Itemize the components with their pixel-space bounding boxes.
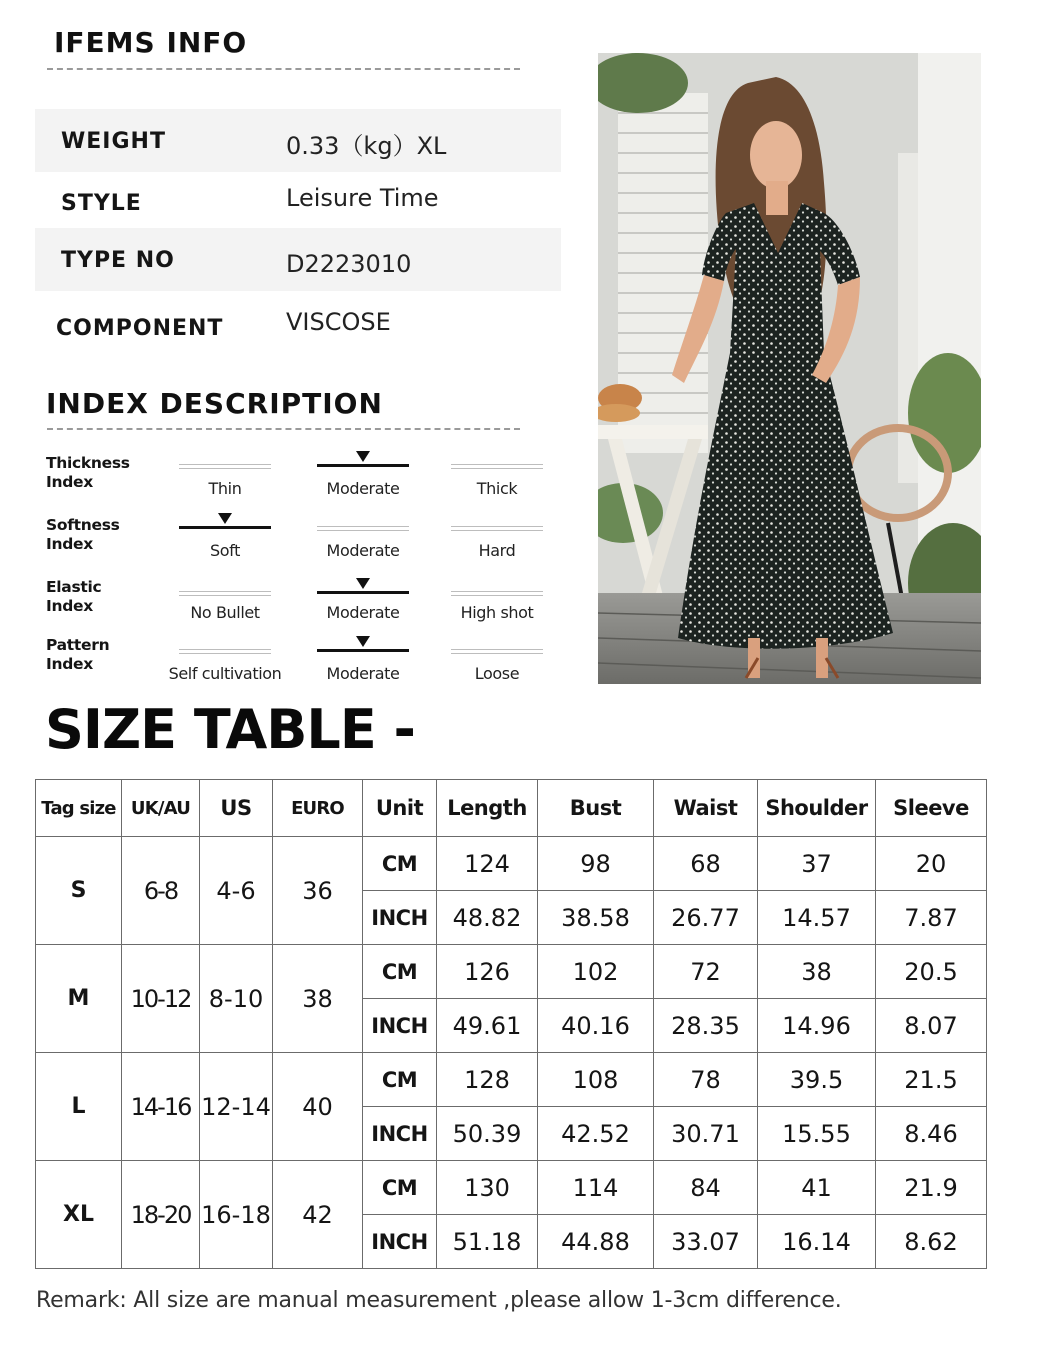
items-info-divider xyxy=(47,68,520,70)
thickness-index-bar-2 xyxy=(317,464,409,467)
bust-inch-cell: 42.52 xyxy=(538,1107,654,1161)
info-label: STYLE xyxy=(61,191,142,216)
softness-index-label: Softness Index xyxy=(46,516,120,553)
table-row xyxy=(36,1161,987,1215)
softness-index-option: Soft xyxy=(210,541,240,560)
sleeve-inch-cell: 8.46 xyxy=(876,1107,987,1161)
tag-size-cell: L xyxy=(36,1053,122,1161)
us-cell: 16-18 xyxy=(200,1161,273,1269)
waist-cm-cell: 72 xyxy=(654,945,758,999)
length-cm-cell: 130 xyxy=(437,1161,538,1215)
index-description-divider xyxy=(47,428,520,430)
size-table-header-row xyxy=(36,780,987,837)
bust-inch-cell: 40.16 xyxy=(538,999,654,1053)
length-cm-cell: 126 xyxy=(437,945,538,999)
us-cell: 8-10 xyxy=(200,945,273,1053)
shoulder-inch-cell: 15.55 xyxy=(758,1107,876,1161)
softness-index-bar-2 xyxy=(317,526,409,531)
thickness-index-label: Thickness Index xyxy=(46,454,130,491)
selected-arrow-icon xyxy=(356,636,370,647)
info-row-component xyxy=(35,293,561,356)
unit-cell: CM xyxy=(363,1053,437,1107)
header-us: US xyxy=(200,780,273,837)
thickness-index-option: Moderate xyxy=(326,479,400,498)
elastic-index-option: Moderate xyxy=(326,603,400,622)
length-inch-cell: 50.39 xyxy=(437,1107,538,1161)
info-label: TYPE NO xyxy=(61,248,175,273)
shoulder-cm-cell: 41 xyxy=(758,1161,876,1215)
length-inch-cell: 48.82 xyxy=(437,891,538,945)
bust-inch-cell: 38.58 xyxy=(538,891,654,945)
header-tag-size: Tag size xyxy=(36,780,122,837)
softness-index-bar-1 xyxy=(179,526,271,529)
unit-cell: CM xyxy=(363,945,437,999)
uk-au-cell: 18-20 xyxy=(122,1161,200,1269)
waist-inch-cell: 30.71 xyxy=(654,1107,758,1161)
euro-cell: 42 xyxy=(273,1161,363,1269)
waist-cm-cell: 84 xyxy=(654,1161,758,1215)
bust-cm-cell: 114 xyxy=(538,1161,654,1215)
us-cell: 12-14 xyxy=(200,1053,273,1161)
pattern-index-option: Self cultivation xyxy=(168,664,282,683)
uk-au-cell: 10-12 xyxy=(122,945,200,1053)
waist-cm-cell: 78 xyxy=(654,1053,758,1107)
pattern-index-option: Moderate xyxy=(326,664,400,683)
info-value: VISCOSE xyxy=(286,308,391,336)
header-euro: EURO xyxy=(273,780,363,837)
length-inch-cell: 51.18 xyxy=(437,1215,538,1269)
sleeve-cm-cell: 20 xyxy=(876,837,987,891)
bust-cm-cell: 98 xyxy=(538,837,654,891)
unit-cell: INCH xyxy=(363,1215,437,1269)
header-waist: Waist xyxy=(654,780,758,837)
thickness-index-option: Thick xyxy=(476,479,518,498)
shoulder-inch-cell: 16.14 xyxy=(758,1215,876,1269)
model-wearing-dress-photo-icon xyxy=(598,53,981,684)
tag-size-cell: S xyxy=(36,837,122,945)
elastic-index-label: Elastic Index xyxy=(46,578,102,615)
table-row xyxy=(36,837,987,891)
elastic-index-bar-3 xyxy=(451,591,543,596)
tag-size-cell: M xyxy=(36,945,122,1053)
items-info-title: IFEMS INFO xyxy=(54,26,248,59)
length-cm-cell: 124 xyxy=(437,837,538,891)
length-inch-cell: 49.61 xyxy=(437,999,538,1053)
info-value: D2223010 xyxy=(286,250,412,278)
pattern-index-label: Pattern Index xyxy=(46,636,110,673)
sleeve-cm-cell: 20.5 xyxy=(876,945,987,999)
info-label: COMPONENT xyxy=(56,316,224,341)
waist-inch-cell: 33.07 xyxy=(654,1215,758,1269)
info-value: 0.33（kg）XL xyxy=(286,132,447,160)
shoulder-cm-cell: 37 xyxy=(758,837,876,891)
softness-index-bar-3 xyxy=(451,526,543,531)
softness-index-option: Moderate xyxy=(326,541,400,560)
unit-cell: INCH xyxy=(363,1107,437,1161)
info-row-weight xyxy=(35,109,561,172)
remark-text: Remark: All size are manual measurement ,please allow 1-3cm difference. xyxy=(36,1288,842,1313)
bust-cm-cell: 108 xyxy=(538,1053,654,1107)
length-cm-cell: 128 xyxy=(437,1053,538,1107)
sleeve-cm-cell: 21.9 xyxy=(876,1161,987,1215)
shoulder-cm-cell: 39.5 xyxy=(758,1053,876,1107)
shoulder-cm-cell: 38 xyxy=(758,945,876,999)
pattern-index-bar-3 xyxy=(451,649,543,654)
header-shoulder: Shoulder xyxy=(758,780,876,837)
shoulder-inch-cell: 14.57 xyxy=(758,891,876,945)
bust-inch-cell: 44.88 xyxy=(538,1215,654,1269)
shoulder-inch-cell: 14.96 xyxy=(758,999,876,1053)
elastic-index-bar-2 xyxy=(317,591,409,594)
uk-au-cell: 6-8 xyxy=(122,837,200,945)
header-unit: Unit xyxy=(363,780,437,837)
size-table xyxy=(35,779,987,1269)
pattern-index-bar-2 xyxy=(317,649,409,652)
table-row xyxy=(36,945,987,999)
thickness-index-bar-3 xyxy=(451,464,543,469)
elastic-index-option: No Bullet xyxy=(190,603,260,622)
pattern-index-option: Loose xyxy=(474,664,520,683)
selected-arrow-icon xyxy=(218,513,232,524)
unit-cell: CM xyxy=(363,837,437,891)
sleeve-cm-cell: 21.5 xyxy=(876,1053,987,1107)
unit-cell: INCH xyxy=(363,999,437,1053)
header-length: Length xyxy=(437,780,538,837)
info-row-type-no xyxy=(35,228,561,291)
selected-arrow-icon xyxy=(356,451,370,462)
tag-size-cell: XL xyxy=(36,1161,122,1269)
pattern-index-bar-1 xyxy=(179,649,271,654)
waist-inch-cell: 28.35 xyxy=(654,999,758,1053)
euro-cell: 40 xyxy=(273,1053,363,1161)
waist-inch-cell: 26.77 xyxy=(654,891,758,945)
euro-cell: 38 xyxy=(273,945,363,1053)
thickness-index-option: Thin xyxy=(208,479,242,498)
waist-cm-cell: 68 xyxy=(654,837,758,891)
softness-index-option: Hard xyxy=(478,541,516,560)
uk-au-cell: 14-16 xyxy=(122,1053,200,1161)
info-label: WEIGHT xyxy=(61,129,166,154)
size-table-body xyxy=(36,837,987,1269)
index-description-title: INDEX DESCRIPTION xyxy=(46,387,383,420)
info-value: Leisure Time xyxy=(286,184,439,212)
bust-cm-cell: 102 xyxy=(538,945,654,999)
sleeve-inch-cell: 8.62 xyxy=(876,1215,987,1269)
selected-arrow-icon xyxy=(356,578,370,589)
thickness-index-bar-1 xyxy=(179,464,271,469)
unit-cell: CM xyxy=(363,1161,437,1215)
header-uk-au: UK/AU xyxy=(122,780,200,837)
info-row-style xyxy=(35,172,561,235)
sleeve-inch-cell: 8.07 xyxy=(876,999,987,1053)
elastic-index-option: High shot xyxy=(460,603,534,622)
size-table-title: SIZE TABLE - xyxy=(45,698,415,761)
us-cell: 4-6 xyxy=(200,837,273,945)
table-row xyxy=(36,1053,987,1107)
sleeve-inch-cell: 7.87 xyxy=(876,891,987,945)
header-bust: Bust xyxy=(538,780,654,837)
header-sleeve: Sleeve xyxy=(876,780,987,837)
euro-cell: 36 xyxy=(273,837,363,945)
unit-cell: INCH xyxy=(363,891,437,945)
elastic-index-bar-1 xyxy=(179,591,271,596)
